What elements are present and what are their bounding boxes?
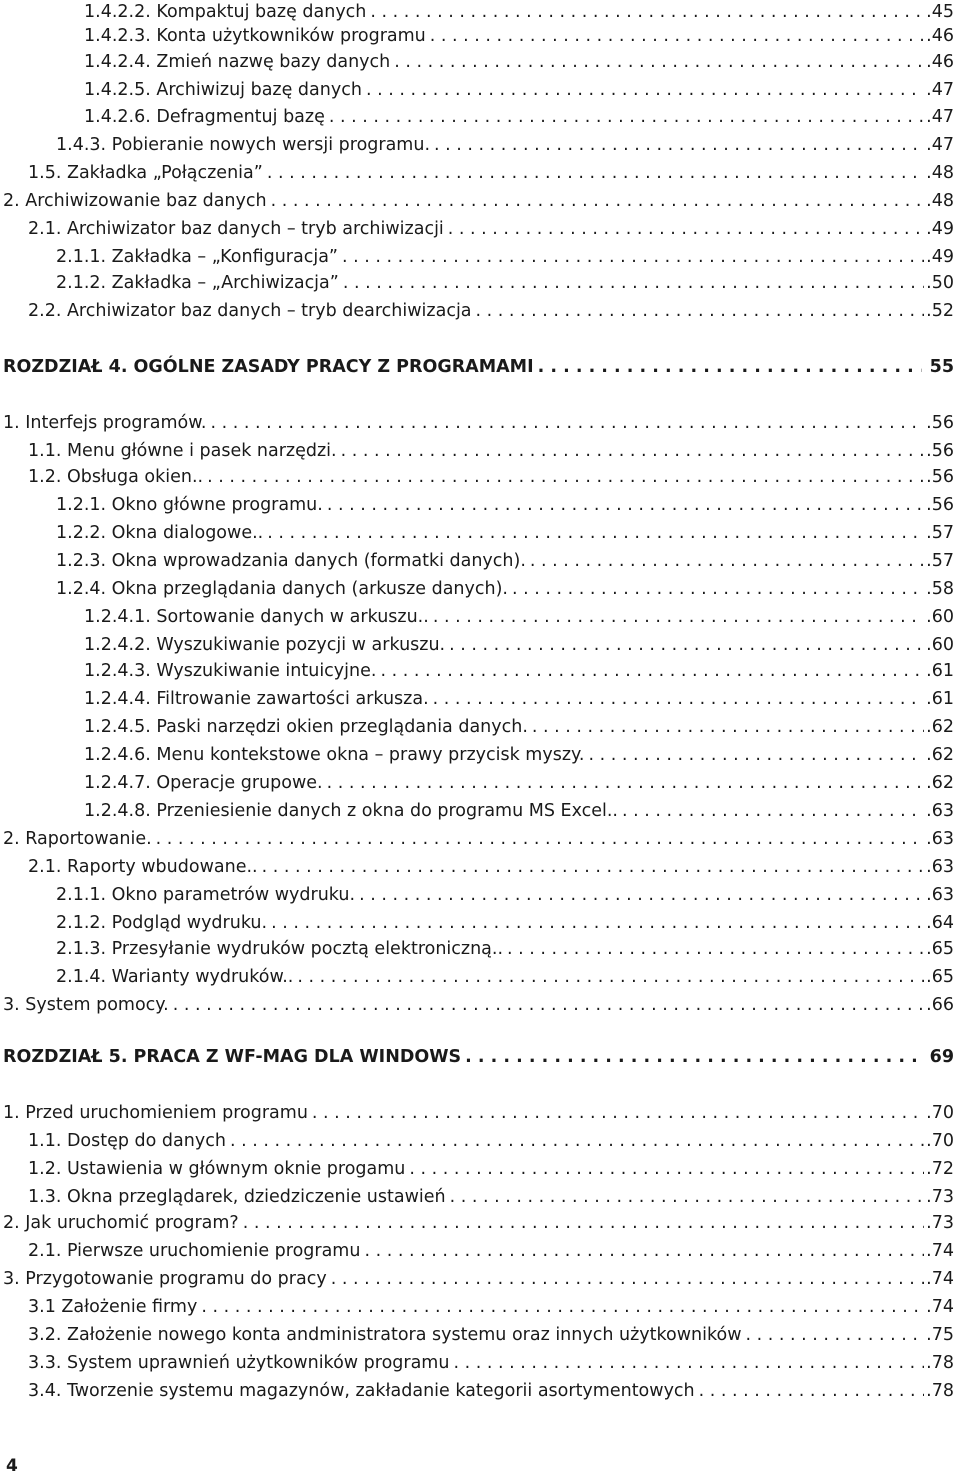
toc-entry-page: .48 bbox=[926, 163, 954, 183]
toc-entry-title: 1.2.4.6. Menu kontekstowe okna – prawy przycisk myszy. bbox=[84, 745, 585, 765]
toc-entry-page: .73 bbox=[926, 1187, 954, 1207]
toc-entry bbox=[0, 411, 960, 435]
toc-entry-title: ROZDZIAŁ 5. PRACA Z WF-MAG DLA WINDOWS bbox=[3, 1047, 462, 1067]
toc-leader-dots bbox=[293, 965, 924, 989]
toc-entry bbox=[0, 659, 960, 683]
toc-entry-title: 2.1.1. Zakładka – „Konfiguracja” bbox=[56, 247, 338, 267]
toc-leader-dots bbox=[429, 687, 925, 711]
toc-entry-title: 1.2.4. Okna przeglądania danych (arkusze danych). bbox=[56, 579, 508, 599]
toc-leader-dots bbox=[263, 161, 924, 185]
toc-entry-title: 1.2. Obsługa okien.. bbox=[28, 467, 204, 487]
toc-entry-title: 2.1. Pierwsze uruchomienie programu bbox=[28, 1241, 361, 1261]
toc-entry-page: .48 bbox=[926, 191, 954, 211]
toc-leader-dots bbox=[508, 577, 924, 601]
toc-leader-dots bbox=[323, 771, 925, 795]
toc-entry-page: .57 bbox=[926, 523, 954, 543]
toc-entry-page: 69 bbox=[929, 1047, 954, 1067]
toc-leader-dots bbox=[390, 50, 924, 74]
toc-entry bbox=[0, 799, 960, 823]
toc-leader-dots bbox=[152, 827, 925, 851]
toc-leader-dots bbox=[444, 217, 924, 241]
toc-entry-page: .47 bbox=[926, 135, 954, 155]
toc-entry-page: .72 bbox=[926, 1159, 954, 1179]
toc-entry bbox=[0, 993, 960, 1017]
toc-entry-page: .64 bbox=[926, 913, 954, 933]
toc-entry-page: .49 bbox=[926, 247, 954, 267]
toc-leader-dots bbox=[430, 133, 924, 157]
toc-leader-dots bbox=[461, 1045, 921, 1069]
toc-entry-page: .47 bbox=[926, 80, 954, 100]
toc-entry-page: .63 bbox=[926, 801, 954, 821]
toc-entry-page: .61 bbox=[926, 661, 954, 681]
toc-entry-page: .74 bbox=[926, 1269, 954, 1289]
toc-entry-title: 1.1. Dostęp do danych bbox=[28, 1131, 226, 1151]
toc-entry bbox=[0, 1129, 960, 1153]
toc-entry-title: 3.3. System uprawnień użytkowników programu bbox=[28, 1353, 450, 1373]
toc-leader-dots bbox=[376, 659, 924, 683]
toc-leader-dots bbox=[226, 1129, 924, 1153]
toc-entry-title: 2.1.4. Warianty wydruków.. bbox=[56, 967, 294, 987]
toc-leader-dots bbox=[742, 1323, 925, 1347]
toc-entry bbox=[0, 245, 960, 269]
toc-leader-dots bbox=[366, 0, 924, 24]
toc-entry bbox=[0, 1211, 960, 1235]
toc-leader-dots bbox=[503, 937, 924, 961]
toc-entry-page: .50 bbox=[926, 273, 954, 293]
toc-entry bbox=[0, 217, 960, 241]
toc-entry bbox=[0, 715, 960, 739]
toc-leader-dots bbox=[355, 883, 924, 907]
toc-entry bbox=[0, 465, 960, 489]
toc-entry-title: 2. Raportowanie. bbox=[3, 829, 152, 849]
toc-entry-title: 1.2.4.5. Paski narzędzi okien przeglądania danych. bbox=[84, 717, 528, 737]
toc-leader-dots bbox=[449, 1351, 924, 1375]
toc-entry-title: 1.3. Okna przeglądarek, dziedziczenie ustawień bbox=[28, 1187, 446, 1207]
toc-leader-dots bbox=[169, 993, 924, 1017]
toc-entry-page: .62 bbox=[926, 745, 954, 765]
toc-entry bbox=[0, 1101, 960, 1125]
toc-entry-page: .45 bbox=[926, 2, 954, 22]
toc-entry bbox=[0, 633, 960, 657]
toc-entry bbox=[0, 911, 960, 935]
toc-entry-page: .62 bbox=[926, 773, 954, 793]
toc-entry-page: .58 bbox=[926, 579, 954, 599]
toc-leader-dots bbox=[325, 105, 924, 129]
toc-leader-dots bbox=[445, 633, 924, 657]
toc-entry-page: .78 bbox=[926, 1381, 954, 1401]
toc-leader-dots bbox=[267, 911, 924, 935]
toc-entry bbox=[0, 1379, 960, 1403]
toc-entry-page: .70 bbox=[926, 1103, 954, 1123]
toc-entry-page: .63 bbox=[926, 885, 954, 905]
toc-entry-title: 2.1.3. Przesyłanie wydruków pocztą elektroniczną.. bbox=[56, 939, 504, 959]
toc-entry-page: .60 bbox=[926, 635, 954, 655]
toc-entry-page: .52 bbox=[926, 301, 954, 321]
toc-entry-title: 1.2.4.7. Operacje grupowe. bbox=[84, 773, 323, 793]
toc-leader-dots bbox=[429, 605, 924, 629]
toc-entry-page: .46 bbox=[926, 52, 954, 72]
toc-entry-page: .75 bbox=[926, 1325, 954, 1345]
toc-leader-dots bbox=[338, 245, 924, 269]
toc-entry-title: 1.2.4.2. Wyszukiwanie pozycji w arkuszu. bbox=[84, 635, 446, 655]
toc-entry-page: .65 bbox=[926, 967, 954, 987]
toc-entry bbox=[0, 299, 960, 323]
toc-entry-title: 2. Archiwizowanie baz danych bbox=[3, 191, 267, 211]
toc-leader-dots bbox=[526, 549, 924, 573]
toc-entry-title: 2.1. Raporty wbudowane.. bbox=[28, 857, 258, 877]
toc-entry-title: 1.2.2. Okna dialogowe.. bbox=[56, 523, 264, 543]
toc-entry bbox=[0, 1239, 960, 1263]
toc-entry-title: 1.4.2.3. Konta użytkowników programu bbox=[84, 26, 426, 46]
toc-entry bbox=[0, 1295, 960, 1319]
toc-entry bbox=[0, 577, 960, 601]
toc-chapter-heading bbox=[0, 355, 960, 379]
toc-entry-title: 2.1.2. Zakładka – „Archiwizacja” bbox=[56, 273, 339, 293]
toc-entry-title: 1.2.4.4. Filtrowanie zawartości arkusza. bbox=[84, 689, 429, 709]
toc-entry-page: .61 bbox=[926, 689, 954, 709]
toc-leader-dots bbox=[360, 1239, 924, 1263]
toc-entry bbox=[0, 549, 960, 573]
toc-entry-page: .56 bbox=[926, 467, 954, 487]
toc-entry bbox=[0, 105, 960, 129]
toc-entry-title: 3.4. Tworzenie systemu magazynów, zakładanie kategorii asortymentowych bbox=[28, 1381, 695, 1401]
toc-leader-dots bbox=[258, 855, 925, 879]
toc-entry-title: 1.2. Ustawienia w głównym oknie progamu bbox=[28, 1159, 406, 1179]
toc-entry-title: 2.1.2. Podgląd wydruku. bbox=[56, 913, 268, 933]
toc-entry bbox=[0, 521, 960, 545]
toc-entry-title: 1.5. Zakładka „Połączenia” bbox=[28, 163, 263, 183]
toc-leader-dots bbox=[337, 439, 925, 463]
toc-leader-dots bbox=[323, 493, 924, 517]
toc-leader-dots bbox=[203, 465, 924, 489]
toc-leader-dots bbox=[239, 1211, 924, 1235]
toc-entry-title: 2.1.1. Okno parametrów wydruku. bbox=[56, 885, 356, 905]
toc-entry-title: 3.1 Założenie firmy bbox=[28, 1297, 198, 1317]
toc-entry bbox=[0, 1157, 960, 1181]
toc-leader-dots bbox=[362, 78, 924, 102]
toc-entry-title: 1.4.2.6. Defragmentuj bazę bbox=[84, 107, 325, 127]
toc-entry bbox=[0, 1351, 960, 1375]
toc-entry-page: .46 bbox=[926, 26, 954, 46]
toc-entry-title: 1.2.4.1. Sortowanie danych w arkuszu.. bbox=[84, 607, 429, 627]
toc-entry bbox=[0, 687, 960, 711]
toc-entry bbox=[0, 50, 960, 74]
toc-entry bbox=[0, 937, 960, 961]
toc-entry-page: .63 bbox=[926, 857, 954, 877]
toc-leader-dots bbox=[472, 299, 925, 323]
toc-entry-title: 1. Interfejs programów. bbox=[3, 413, 207, 433]
toc-entry-page: .56 bbox=[926, 413, 954, 433]
toc-entry bbox=[0, 271, 960, 295]
toc-entry-title: 3. Przygotowanie programu do pracy bbox=[3, 1269, 327, 1289]
toc-entry-page: .74 bbox=[926, 1297, 954, 1317]
page-number: 4 bbox=[6, 1456, 18, 1476]
toc-entry bbox=[0, 24, 960, 48]
toc-leader-dots bbox=[584, 743, 924, 767]
toc-entry-title: 1.2.4.3. Wyszukiwanie intuicyjne. bbox=[84, 661, 377, 681]
toc-entry-page: .74 bbox=[926, 1241, 954, 1261]
toc-entry bbox=[0, 0, 960, 24]
toc-entry bbox=[0, 133, 960, 157]
toc-leader-dots bbox=[446, 1185, 925, 1209]
toc-entry-page: 55 bbox=[929, 357, 954, 377]
toc-entry bbox=[0, 743, 960, 767]
toc-entry-page: .70 bbox=[926, 1131, 954, 1151]
toc-entry-title: 1.4.2.5. Archiwizuj bazę danych bbox=[84, 80, 362, 100]
toc-leader-dots bbox=[405, 1157, 924, 1181]
toc-entry-title: 1.4.3. Pobieranie nowych wersji programu. bbox=[56, 135, 431, 155]
toc-entry-page: .62 bbox=[926, 717, 954, 737]
toc-leader-dots bbox=[327, 1267, 924, 1291]
toc-entry-title: 1.1. Menu główne i pasek narzędzi. bbox=[28, 441, 337, 461]
toc-leader-dots bbox=[695, 1379, 925, 1403]
toc-entry bbox=[0, 189, 960, 213]
toc-entry bbox=[0, 439, 960, 463]
toc-leader-dots bbox=[263, 521, 924, 545]
toc-entry-page: .66 bbox=[926, 995, 954, 1015]
toc-entry-page: .78 bbox=[926, 1353, 954, 1373]
toc-entry-page: .73 bbox=[926, 1213, 954, 1233]
toc-chapter-heading bbox=[0, 1045, 960, 1069]
toc-leader-dots bbox=[339, 271, 924, 295]
toc-leader-dots bbox=[197, 1295, 924, 1319]
toc-entry-title: 2.2. Archiwizator baz danych – tryb dearchiwizacja bbox=[28, 301, 472, 321]
toc-entry-page: .60 bbox=[926, 607, 954, 627]
toc-entry-title: 1.2.1. Okno główne programu. bbox=[56, 495, 323, 515]
toc-entry bbox=[0, 161, 960, 185]
toc-entry bbox=[0, 827, 960, 851]
toc-entry-page: .65 bbox=[926, 939, 954, 959]
toc-leader-dots bbox=[618, 799, 924, 823]
toc-leader-dots bbox=[528, 715, 924, 739]
toc-entry-title: 1. Przed uruchomieniem programu bbox=[3, 1103, 308, 1123]
toc-entry bbox=[0, 1267, 960, 1291]
toc-entry-title: 3.2. Założenie nowego konta andministratora systemu oraz innych użytkowników bbox=[28, 1325, 742, 1345]
toc-entry-title: 1.2.3. Okna wprowadzania danych (formatki danych). bbox=[56, 551, 526, 571]
toc-entry-title: 3. System pomocy. bbox=[3, 995, 169, 1015]
toc-entry-page: .56 bbox=[926, 441, 954, 461]
toc-entry-title: 1.4.2.2. Kompaktuj bazę danych bbox=[84, 2, 367, 22]
toc-entry-title: 1.4.2.4. Zmień nazwę bazy danych bbox=[84, 52, 391, 72]
toc-entry-title: 2.1. Archiwizator baz danych – tryb archiwizacji bbox=[28, 219, 444, 239]
toc-entry bbox=[0, 855, 960, 879]
toc-entry bbox=[0, 605, 960, 629]
toc-entry-page: .63 bbox=[926, 829, 954, 849]
toc-leader-dots bbox=[426, 24, 924, 48]
toc-entry bbox=[0, 965, 960, 989]
toc-entry-page: .56 bbox=[926, 495, 954, 515]
toc-entry bbox=[0, 1323, 960, 1347]
toc-leader-dots bbox=[308, 1101, 924, 1125]
toc-entry bbox=[0, 493, 960, 517]
toc-leader-dots bbox=[206, 411, 924, 435]
toc-entry bbox=[0, 1185, 960, 1209]
toc-leader-dots bbox=[267, 189, 925, 213]
toc-entry bbox=[0, 771, 960, 795]
toc-entry-title: ROZDZIAŁ 4. OGÓLNE ZASADY PRACY Z PROGRAMAMI bbox=[3, 357, 534, 377]
toc-entry-title: 2. Jak uruchomić program? bbox=[3, 1213, 239, 1233]
toc-entry-page: .49 bbox=[926, 219, 954, 239]
toc-entry-page: .47 bbox=[926, 107, 954, 127]
toc-entry-page: .57 bbox=[926, 551, 954, 571]
toc-entry-title: 1.2.4.8. Przeniesienie danych z okna do programu MS Excel.. bbox=[84, 801, 618, 821]
toc-leader-dots bbox=[534, 355, 922, 379]
toc-entry bbox=[0, 78, 960, 102]
toc-entry bbox=[0, 883, 960, 907]
